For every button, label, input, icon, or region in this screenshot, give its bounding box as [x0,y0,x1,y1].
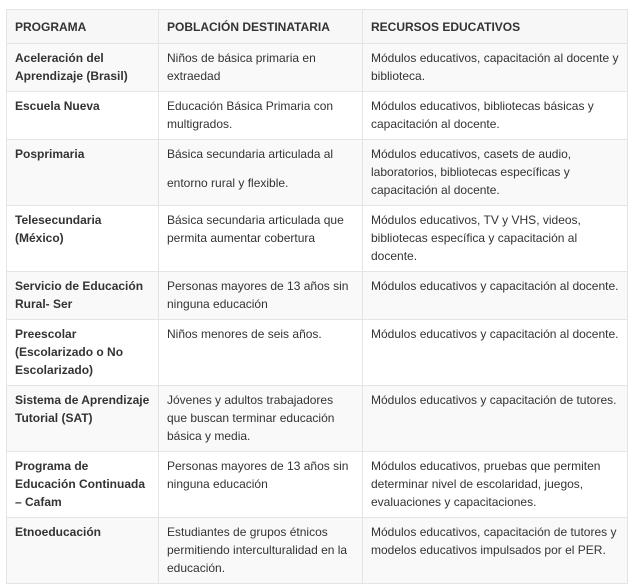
cell-recursos: Módulos educativos y capacitación de tutores. [363,386,628,452]
cell-recursos: Módulos educativos, bibliotecas básicas y capacitación al docente. [363,92,628,140]
cell-poblacion: Básica secundaria articulada que permita aumentar cobertura [159,206,363,272]
cell-programa: Preescolar (Escolarizado o No Escolarizado) [7,320,159,386]
cell-poblacion-line: Básica secundaria articulada al [167,147,334,161]
cell-programa: Programa de Educación Continuada – Cafam [7,452,159,518]
cell-programa: Servicio de Educación Rural- Ser [7,272,159,320]
header-programa: PROGRAMA [7,10,159,44]
table-row [7,320,628,386]
cell-programa: Etnoeducación [7,518,159,584]
cell-recursos: Módulos educativos, capacitación de tutores y modelos educativos impulsados por el PER. [363,518,628,584]
cell-poblacion: Niños menores de seis años. [159,320,363,386]
cell-programa: Sistema de Aprendizaje Tutorial (SAT) [7,386,159,452]
cell-programa: Telesecundaria (México) [7,206,159,272]
table-header [7,10,628,44]
cell-recursos: Módulos educativos, casets de audio, laboratorios, bibliotecas específicas y capacitación al docente. [363,140,628,206]
cell-recursos: Módulos educativos y capacitación al docente. [363,272,628,320]
header-row [7,10,628,44]
cell-recursos: Módulos educativos, capacitación al docente y biblioteca. [363,44,628,92]
cell-poblacion: Niños de básica primaria en extraedad [159,44,363,92]
cell-poblacion: Jóvenes y adultos trabajadores que buscan terminar educación básica y media. [159,386,363,452]
cell-programa: Aceleración del Aprendizaje (Brasil) [7,44,159,92]
cell-recursos: Módulos educativos, pruebas que permiten determinar nivel de escolaridad, juegos, evaluaciones y capacitaciones. [363,452,628,518]
table-row [7,140,628,206]
cell-poblacion: Estudiantes de grupos étnicos permitiendo interculturalidad en la educación. [159,518,363,584]
cell-recursos: Módulos educativos, TV y VHS, videos, bibliotecas específica y capacitación al docente. [363,206,628,272]
cell-poblacion: Educación Básica Primaria con multigrados. [159,92,363,140]
cell-programa: Escuela Nueva [7,92,159,140]
table-row [7,452,628,518]
header-poblacion-destinataria: POBLACIÓN DESTINATARIA [159,10,363,44]
table-row [7,518,628,584]
cell-poblacion [159,140,363,206]
cell-recursos: Módulos educativos y capacitación al docente. [363,320,628,386]
table-row [7,206,628,272]
table-row [7,272,628,320]
educational-programs-table [6,9,628,584]
table-body [7,44,628,584]
table-row [7,386,628,452]
cell-poblacion: Personas mayores de 13 años sin ninguna educación [159,452,363,518]
cell-poblacion-line: entorno rural y flexible. [167,176,289,190]
programs-table-container [6,9,627,584]
table-row [7,92,628,140]
table-row [7,44,628,92]
cell-poblacion: Personas mayores de 13 años sin ninguna educación [159,272,363,320]
cell-programa: Posprimaria [7,140,159,206]
header-recursos-educativos: RECURSOS EDUCATIVOS [363,10,628,44]
